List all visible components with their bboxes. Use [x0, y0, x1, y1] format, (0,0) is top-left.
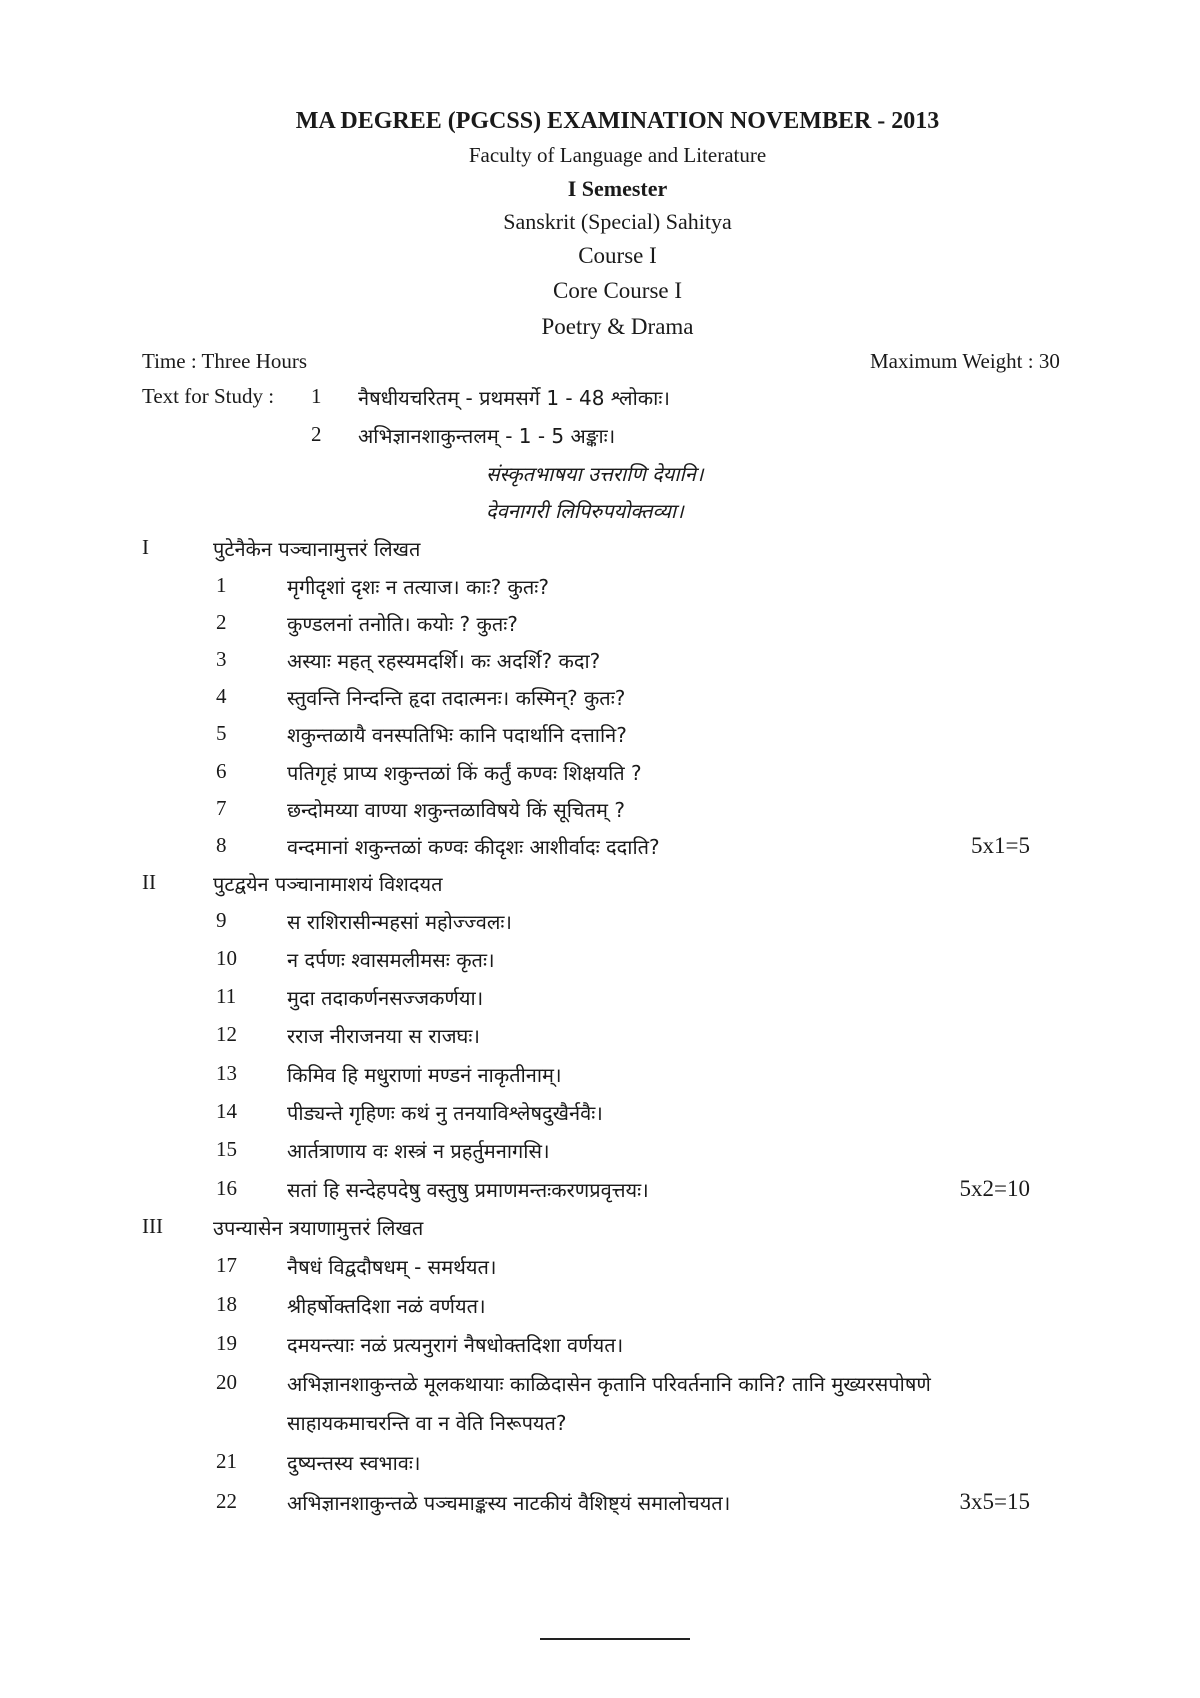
- question-row: [0, 1489, 1200, 1519]
- question-number: 9: [216, 908, 227, 932]
- question-number: 15: [216, 1137, 237, 1161]
- question-text: पतिगृहं प्राप्य शकुन्तळां किं कर्तुं कण्वः शिक्षयति ?: [287, 761, 642, 785]
- question-text: शकुन्तळायै वनस्पतिभिः कानि पदार्थानि दत्तानि?: [287, 723, 627, 747]
- question-number: 6: [216, 759, 227, 783]
- question-number: 12: [216, 1022, 237, 1046]
- question-text: स राशिरासीन्महसां महोज्ज्वलः।: [287, 910, 513, 934]
- question-number: 13: [216, 1061, 237, 1085]
- question-number: 22: [216, 1489, 237, 1513]
- question-text: अभिज्ञानशाकुन्तळे पञ्चमाङ्कस्य नाटकीयं वैशिष्ट्यं समालोचयत।: [287, 1491, 731, 1515]
- question-row: [0, 1176, 1200, 1206]
- section-title: उपन्यासेन त्रयाणामुत्तरं लिखत: [213, 1216, 424, 1240]
- question-row: [0, 1449, 1200, 1479]
- question-number: 2: [216, 610, 227, 634]
- question-number: 10: [216, 946, 237, 970]
- question-text: दमयन्त्याः नळं प्रत्यनुरागं नैषधोक्तदिशा वर्णयत।: [287, 1333, 624, 1357]
- question-text: स्तुवन्ति निन्दन्ति हृदा तदात्मनः। कस्मिन्? कुतः?: [287, 686, 626, 710]
- question-row: [0, 759, 1200, 789]
- question-text: छन्दोमय्या वाण्या शकुन्तळाविषये किं सूचितम् ?: [287, 798, 625, 822]
- question-row: [0, 1099, 1200, 1129]
- study-text-number: 1: [311, 384, 322, 408]
- section-title: पुटेनैकेन पञ्चानामुत्तरं लिखत: [213, 537, 421, 561]
- question-continuation-row: [0, 1409, 1200, 1439]
- question-number: 8: [216, 833, 227, 857]
- question-row: [0, 1292, 1200, 1322]
- question-text: आर्तत्राणाय वः शस्त्रं न प्रहर्तुमनागसि।: [287, 1139, 550, 1163]
- subject-line: Sanskrit (Special) Sahitya: [503, 209, 732, 234]
- question-row: [0, 610, 1200, 640]
- paper-line: Poetry & Drama: [541, 314, 694, 339]
- question-number: 7: [216, 796, 227, 820]
- question-text: मृगीदृशां दृशः न तत्याज। काः? कुतः?: [287, 575, 549, 599]
- question-number: 17: [216, 1253, 237, 1277]
- section-number: III: [142, 1214, 163, 1238]
- question-text: मुदा तदाकर्णनसज्जकर्णया।: [287, 986, 484, 1010]
- exam-title: MA DEGREE (PGCSS) EXAMINATION NOVEMBER - 2013: [295, 108, 940, 134]
- section-number: II: [142, 870, 156, 894]
- instruction-line: संस्कृतभाषया उत्तराणि देयानि।: [486, 462, 704, 486]
- question-number: 4: [216, 684, 227, 708]
- question-text: अस्याः महत् रहस्यमदर्शि। कः अदर्शि? कदा?: [287, 649, 601, 673]
- question-text: नैषधं विद्वदौषधम् - समर्थयत।: [287, 1255, 497, 1279]
- text-for-study-label: Text for Study :: [142, 384, 275, 408]
- question-row: [0, 946, 1200, 976]
- course-line: Course I: [578, 243, 657, 268]
- question-text: सतां हि सन्देहपदेषु वस्तुषु प्रमाणमन्तःकरणप्रवृत्तयः।: [287, 1178, 649, 1202]
- question-number: 14: [216, 1099, 237, 1123]
- study-text-number: 2: [311, 422, 322, 446]
- question-row: [0, 1370, 1200, 1400]
- question-row: [0, 833, 1200, 863]
- question-number: 21: [216, 1449, 237, 1473]
- question-number: 16: [216, 1176, 237, 1200]
- time-label: Time : Three Hours: [142, 349, 308, 373]
- question-text: दुष्यन्तस्य स्वभावः।: [287, 1451, 421, 1475]
- question-row: [0, 647, 1200, 677]
- max-weight-label: Maximum Weight : 30: [870, 349, 1060, 373]
- question-row: [0, 573, 1200, 603]
- study-text: नैषधीयचरितम् - प्रथमसर्गे 1 - 48 श्लोकाः।: [358, 386, 670, 410]
- question-number: 20: [216, 1370, 237, 1394]
- question-row: [0, 721, 1200, 751]
- question-text: रराज नीराजनया स राजघः।: [287, 1024, 480, 1048]
- question-row: [0, 1253, 1200, 1283]
- question-text: वन्दमानां शकुन्तळां कण्वः कीदृशः आशीर्वादः ददाति?: [287, 835, 660, 859]
- question-row: [0, 1061, 1200, 1091]
- faculty-line: Faculty of Language and Literature: [468, 143, 767, 167]
- core-course-line: Core Course I: [552, 278, 683, 303]
- question-text: श्रीहर्षोक्तदिशा नळं वर्णयत।: [287, 1294, 486, 1318]
- question-text: न दर्पणः श्वासमलीमसः कृतः।: [287, 948, 495, 972]
- semester-line: I Semester: [567, 176, 668, 201]
- section-marks: 5x1=5: [971, 833, 1030, 858]
- question-number: 19: [216, 1331, 237, 1355]
- question-number: 1: [216, 573, 227, 597]
- section-number: I: [142, 535, 149, 559]
- question-text: अभिज्ञानशाकुन्तळे मूलकथायाः काळिदासेन कृतानि परिवर्तनानि कानि? तानि मुख्यरसपोषणे: [287, 1372, 931, 1396]
- question-row: [0, 1022, 1200, 1052]
- question-number: 5: [216, 721, 227, 745]
- study-text: अभिज्ञानशाकुन्तलम् - 1 - 5 अङ्काः।: [358, 424, 616, 448]
- question-text: कुण्डलनां तनोति। कयोः ? कुतः?: [287, 612, 518, 636]
- question-number: 18: [216, 1292, 237, 1316]
- question-row: [0, 908, 1200, 938]
- question-row: [0, 984, 1200, 1014]
- question-row: [0, 1331, 1200, 1361]
- question-row: [0, 684, 1200, 714]
- question-row: [0, 796, 1200, 826]
- question-text: किमिव हि मधुराणां मण्डनं नाकृतीनाम्।: [287, 1063, 562, 1087]
- question-number: 3: [216, 647, 227, 671]
- instruction-line: देवनागरी लिपिरुपयोक्तव्या।: [486, 499, 684, 523]
- section-title: पुटद्वयेन पञ्चानामाशयं विशदयत: [213, 872, 443, 896]
- section-marks: 3x5=15: [959, 1489, 1030, 1514]
- question-text: पीड्यन्ते गृहिणः कथं नु तनयाविश्लेषदुखैर्नवैः।: [287, 1101, 603, 1125]
- question-text-continued: साहायकमाचरन्ति वा न वेति निरूपयत?: [287, 1411, 567, 1435]
- section-marks: 5x2=10: [959, 1176, 1030, 1201]
- question-row: [0, 1137, 1200, 1167]
- end-rule: [540, 1638, 690, 1640]
- question-number: 11: [216, 984, 237, 1008]
